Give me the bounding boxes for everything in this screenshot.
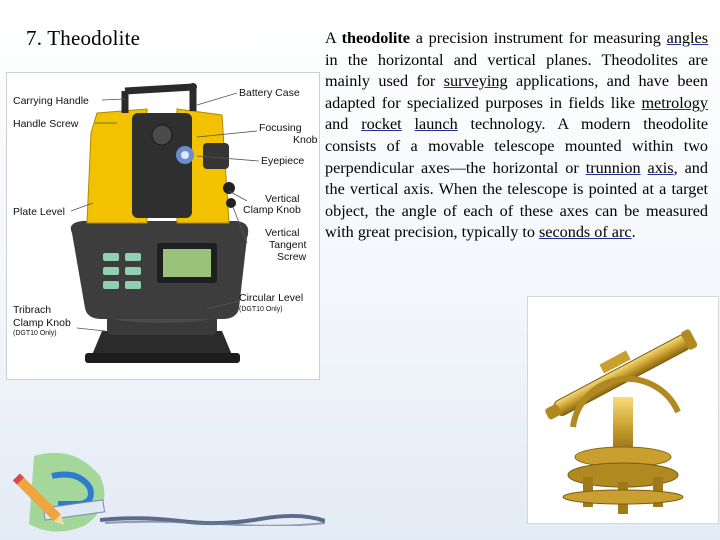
paragraph-text: . bbox=[631, 223, 636, 242]
hyperlink[interactable]: angles bbox=[666, 29, 708, 47]
label-vertical: Vertical bbox=[265, 193, 300, 205]
paragraph-text: applications, and have been adapted for specialized purposes in fields like bbox=[325, 72, 708, 112]
theodolite-diagram bbox=[6, 72, 320, 380]
paragraph-text: a precision instrument for measuring bbox=[409, 29, 667, 47]
label-plate-level: Plate Level bbox=[13, 206, 65, 218]
hyperlink[interactable]: axis bbox=[647, 158, 674, 177]
hyperlink[interactable]: launch bbox=[414, 115, 458, 134]
slide-title: 7. Theodolite bbox=[26, 26, 141, 50]
hyperlink[interactable]: seconds of arc bbox=[538, 223, 632, 242]
label-circular-level: Circular Level bbox=[239, 292, 304, 304]
label-vertical-2: Vertical bbox=[265, 227, 300, 239]
label-battery-case: Battery Case bbox=[239, 87, 300, 99]
term-bold: theodolite bbox=[341, 29, 410, 47]
label-tangent: Tangent bbox=[269, 239, 307, 251]
paragraph-text: , and the vertical axis. When the telescope is pointed at a target object, the angle of each of these axes can be measured with great precision, typically to bbox=[325, 158, 708, 242]
brass-theodolite-photo bbox=[527, 296, 719, 524]
label-clamp-knob: Clamp Knob bbox=[13, 317, 71, 329]
label-screw: Screw bbox=[277, 251, 307, 263]
hyperlink[interactable]: rocket bbox=[361, 115, 402, 134]
label-focusing: Focusing bbox=[259, 122, 302, 134]
theodolite-diagram-illustration bbox=[7, 73, 319, 379]
paragraph-text bbox=[402, 115, 415, 133]
paragraph-text bbox=[641, 159, 648, 177]
paragraph-text: in the horizontal and vertical planes. Theodolites are mainly used for bbox=[325, 50, 708, 91]
paragraph-text: A bbox=[325, 29, 342, 47]
paragraph-text: technology. A modern theodolite consists of a movable telescope mounted within two perpendicular axes—the horizontal or bbox=[325, 115, 709, 177]
theodolite-description bbox=[325, 28, 708, 244]
label-tribrach-note: (DGT10 Only) bbox=[13, 330, 57, 337]
hyperlink[interactable]: trunnion bbox=[585, 158, 641, 177]
label-circular-level-note: (DGT10 Only) bbox=[239, 306, 283, 313]
label-focusing-knob: Knob bbox=[293, 134, 318, 146]
hyperlink[interactable]: metrology bbox=[641, 93, 708, 112]
paragraph-text: and bbox=[325, 115, 362, 134]
label-carrying-handle: Carrying Handle bbox=[13, 95, 89, 107]
label-tribrach: Tribrach bbox=[13, 304, 52, 316]
decorative-divider bbox=[100, 512, 325, 526]
hyperlink[interactable]: surveying bbox=[443, 72, 508, 91]
label-handle-screw: Handle Screw bbox=[13, 118, 79, 130]
label-eyepiece: Eyepiece bbox=[261, 155, 305, 167]
label-vertical-clamp-knob: Clamp Knob bbox=[243, 204, 301, 216]
